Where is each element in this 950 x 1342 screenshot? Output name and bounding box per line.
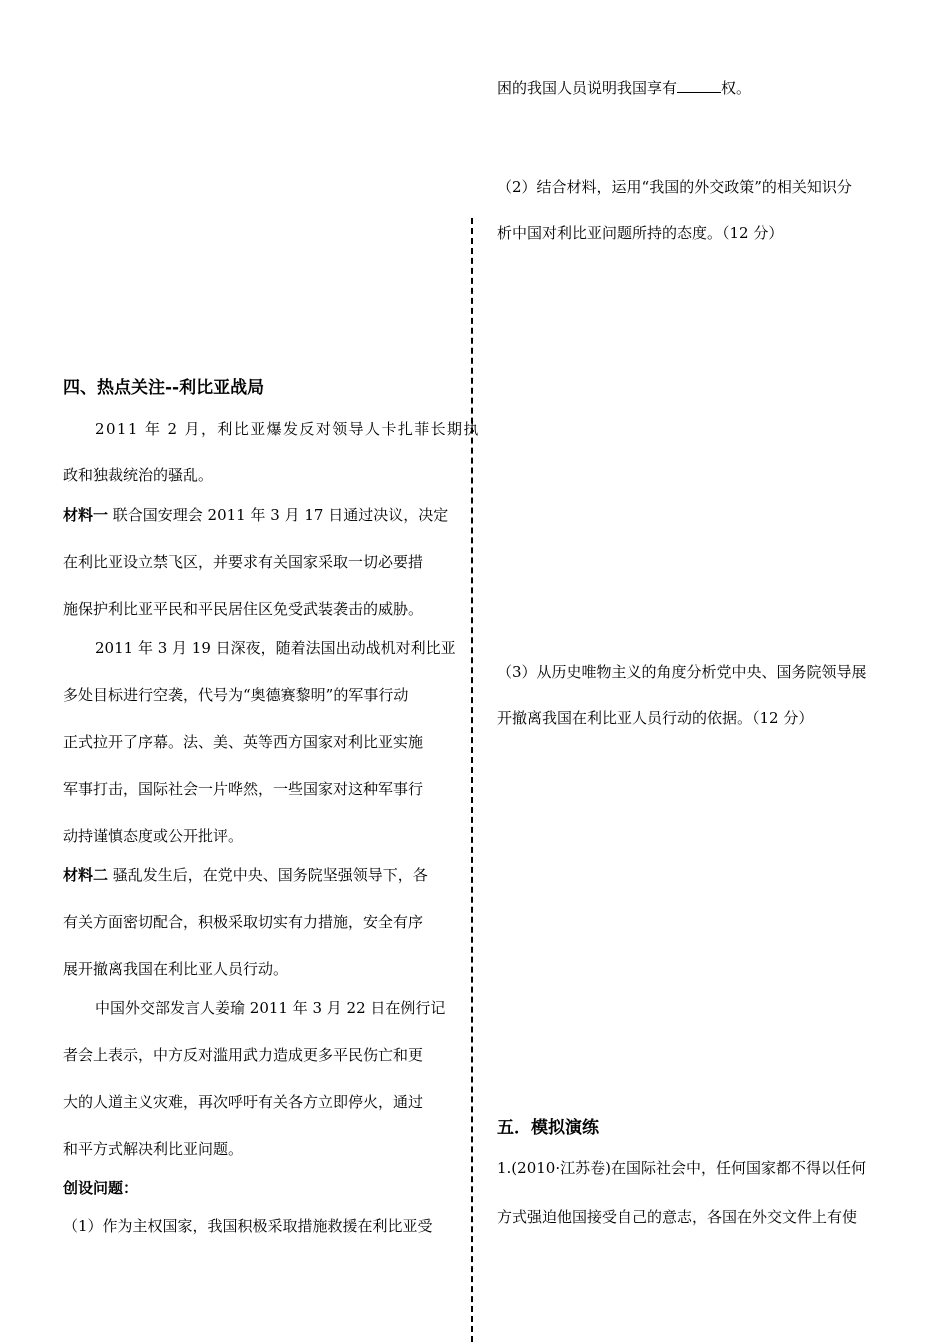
q2-line-1: （2）结合材料，运用“我国的外交政策”的相关知识分 [497,178,852,196]
material-1-text: 联合国安理会 2011 年 3 月 17 日通过决议，决定 [108,506,449,524]
material-2-line-3: 展开撤离我国在利比亚人员行动。 [63,960,289,978]
para-2-line-1: 2011 年 3 月 19 日深夜，随着法国出动战机对利比亚 [95,639,456,657]
intro-line-1: 2011 年 2 月，利比亚爆发反对领导人卡扎菲长期执 [95,420,480,438]
section-5-heading: 五．模拟演练 [497,1118,599,1138]
material-1-line-2: 在利比亚设立禁飞区，并要求有关国家采取一切必要措 [63,553,424,571]
para-2-line-2: 多处目标进行空袭，代号为“奥德赛黎明”的军事行动 [63,686,409,704]
section-4-heading: 四、热点关注--利比亚战局 [63,378,265,398]
q1-continuation [497,78,751,98]
q3-line-1: （3）从历史唯物主义的角度分析党中央、国务院领导展 [497,663,867,681]
para-2-line-5: 动持谨慎态度或公开批评。 [63,827,244,845]
para-3-line-2: 者会上表示，中方反对滥用武力造成更多平民伤亡和更 [63,1046,424,1064]
q3-line-2: 开撤离我国在利比亚人员行动的依据。（12 分） [497,709,814,727]
questions-label: 创设问题： [63,1179,139,1197]
material-1-line-1 [63,505,448,525]
material-1-line-3: 施保护利比亚平民和平民居住区免受武装袭击的威胁。 [63,600,424,618]
material-2-text: 骚乱发生后，在党中央、国务院坚强领导下，各 [108,866,428,884]
para-3-line-3: 大的人道主义灾难，再次呼吁有关各方立即停火，通过 [63,1093,424,1111]
material-2-line-2: 有关方面密切配合，积极采取切实有力措施，安全有序 [63,913,424,931]
answer-blank[interactable] [677,78,721,93]
question-1-line-1: （1）作为主权国家，我国积极采取措施救援在利比亚受 [63,1217,433,1235]
q2-line-2: 析中国对利比亚问题所持的态度。（12 分） [497,224,784,242]
q1-tail-text: 困的我国人员说明我国享有 [497,79,678,97]
material-2-label: 材料二 [63,866,109,884]
material-2-line-1 [63,865,428,885]
material-1-label: 材料一 [63,506,109,524]
intro-line-2: 政和独裁统治的骚乱。 [63,466,214,484]
para-3-line-4: 和平方式解决利比亚问题。 [63,1140,244,1158]
para-3-line-1: 中国外交部发言人姜瑜 2011 年 3 月 22 日在例行记 [95,999,446,1017]
para-2-line-4: 军事打击，国际社会一片哗然，一些国家对这种军事行 [63,780,424,798]
exercise-1-line-2: 方式强迫他国接受自己的意志，各国在外交文件上有使 [497,1208,858,1226]
q1-tail-end: 权。 [721,79,752,97]
column-divider [471,218,473,1342]
para-2-line-3: 正式拉开了序幕。法、美、英等西方国家对利比亚实施 [63,733,424,751]
exercise-1-line-1: 1.(2010·江苏卷)在国际社会中，任何国家都不得以任何 [497,1159,866,1177]
